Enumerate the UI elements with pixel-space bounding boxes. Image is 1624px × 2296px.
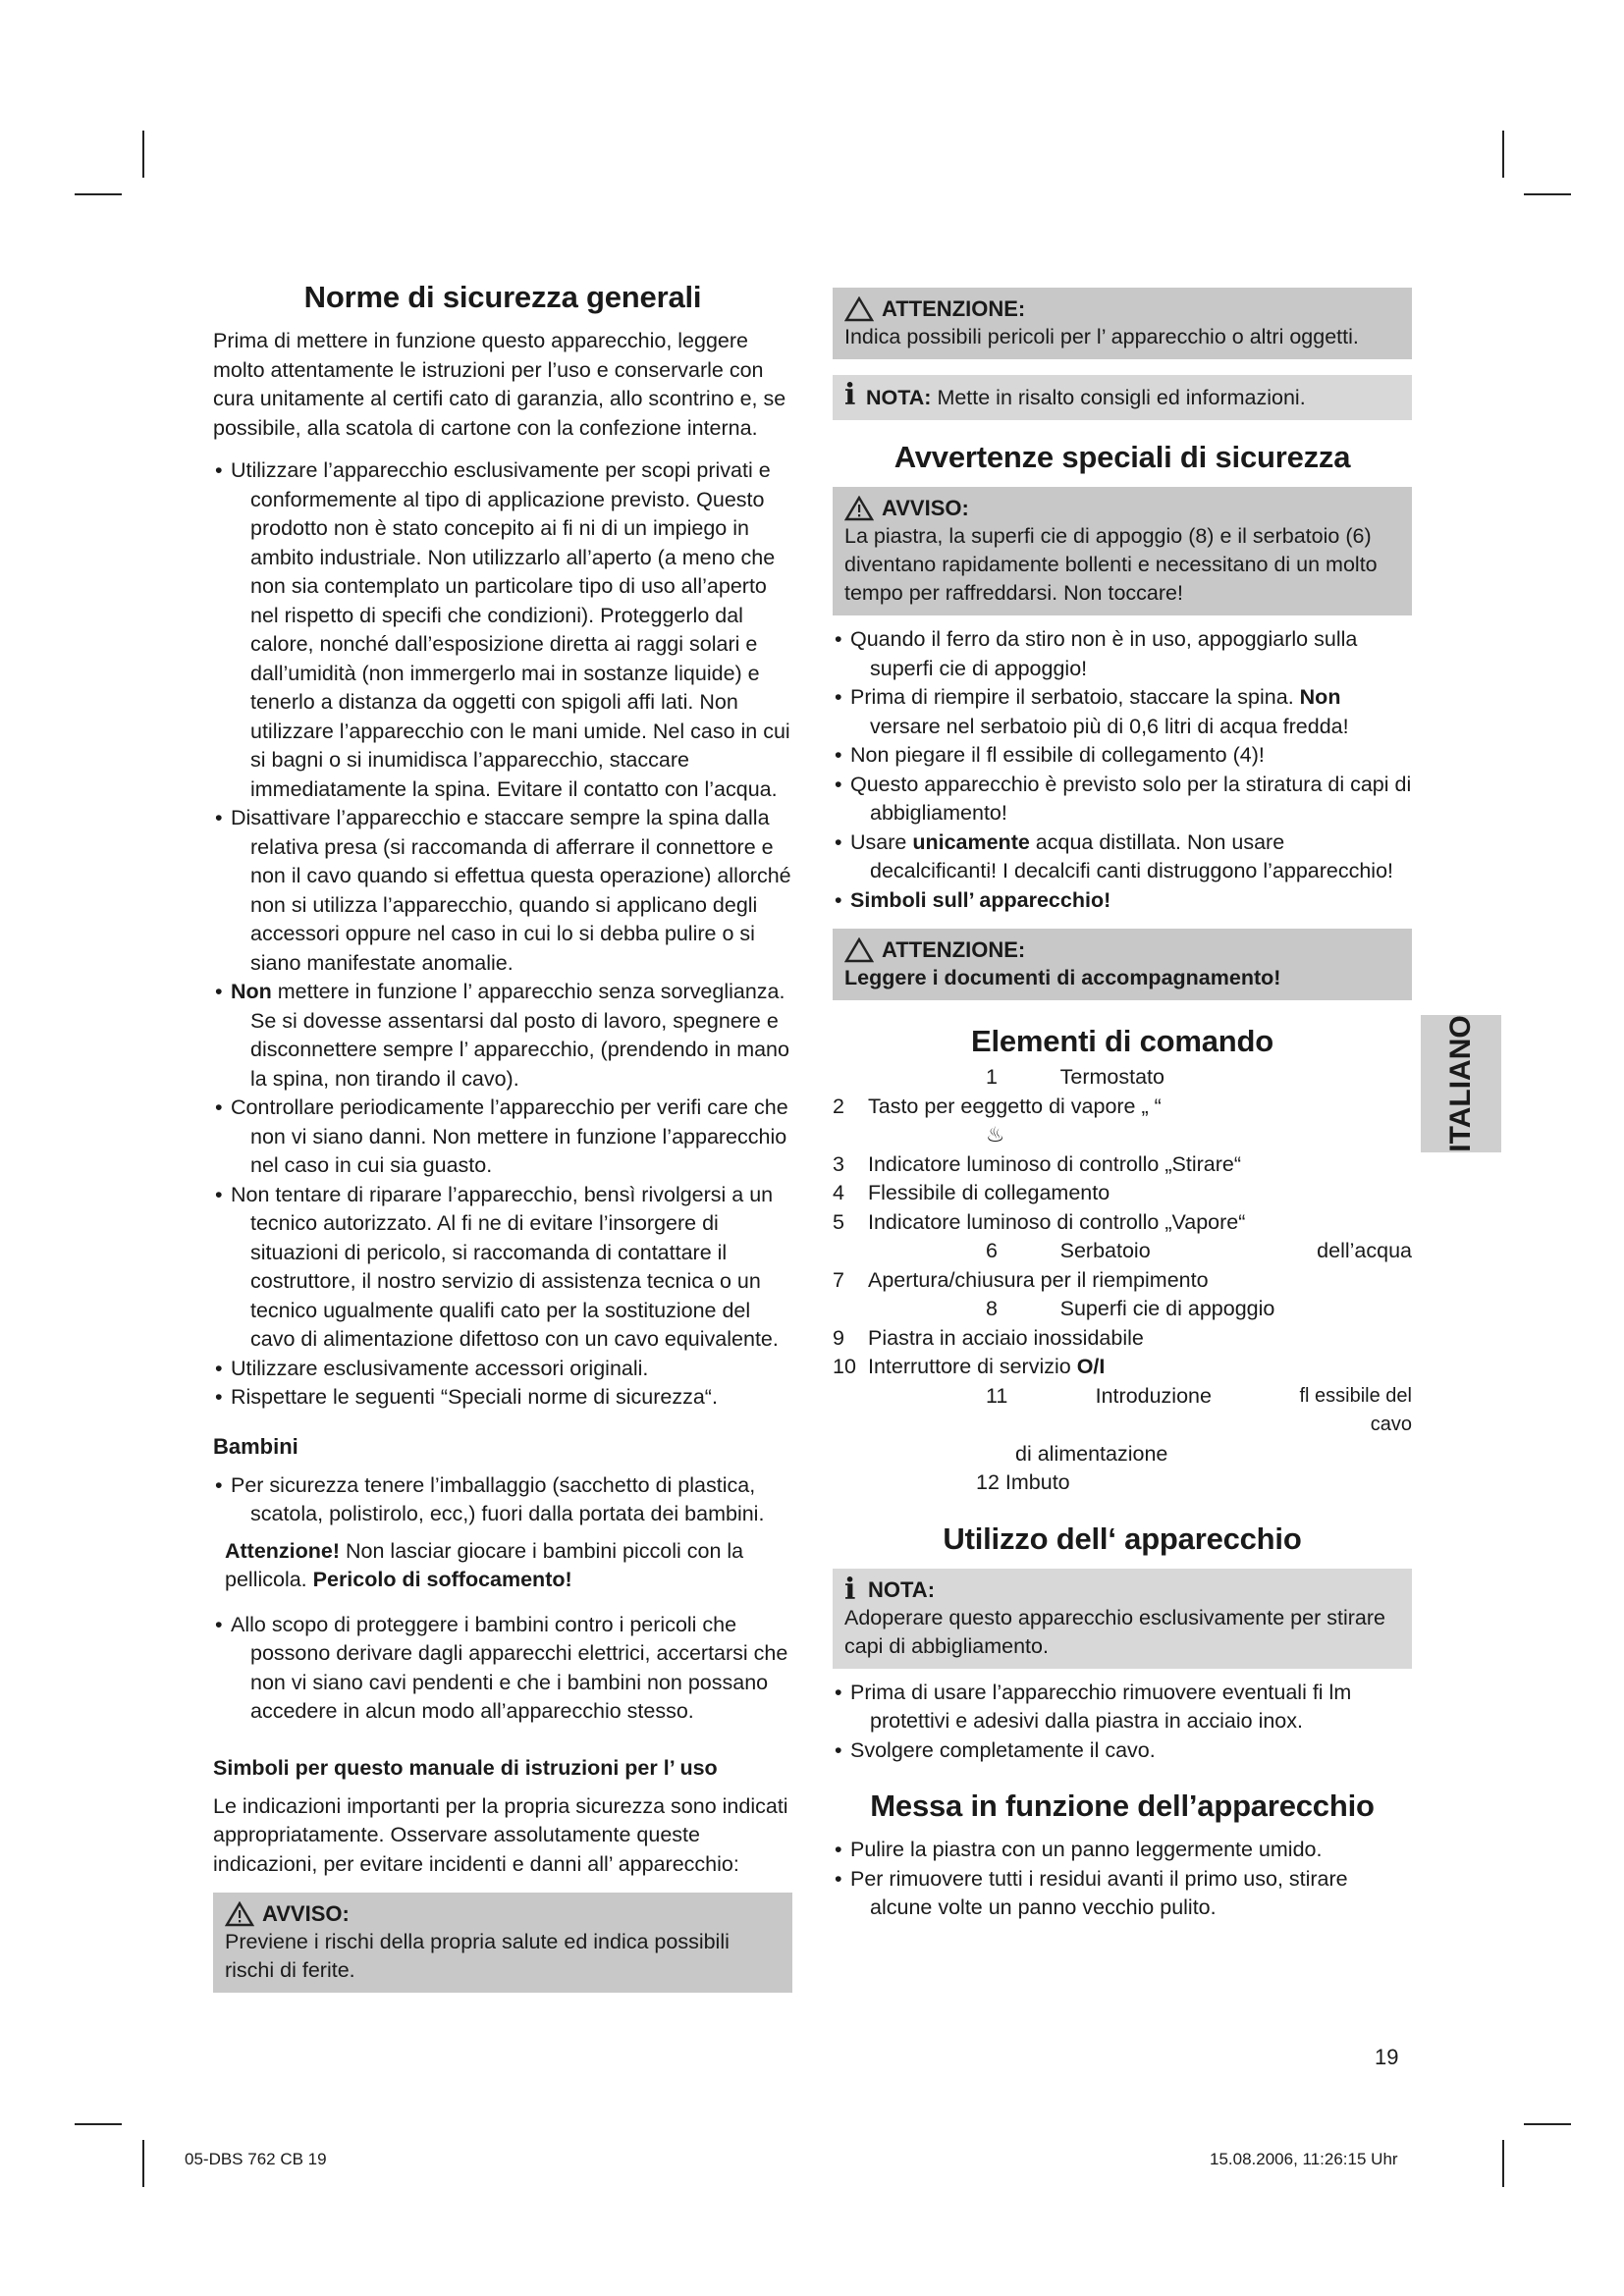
table-row: 4 Flessibile di collegamento [833,1181,1110,1204]
crop-mark [1524,2123,1571,2125]
list-item: • Simboli sull’ apparecchio! [833,886,1412,916]
avviso-box-2 [833,487,1412,615]
language-tab: ITALIANO [1421,1015,1501,1152]
footer-right: 15.08.2006, 11:26:15 Uhr [1210,2150,1398,2168]
list-item: • Svolgere completamente il cavo. [833,1736,1412,1766]
list-item [213,978,792,1094]
section-title-avvertenze: Avvertenze speciali di sicurezza [893,440,1351,474]
table-row: 2 Tasto per eeggetto di vapore „ “ ♨ [833,1094,1162,1147]
nota-box [833,375,1412,420]
list-item: • Per rimuovere tutti i residui avanti il primo uso, stirare alcune volte un panno vecchio pulito. [833,1865,1412,1923]
info-icon: i [844,378,856,412]
safety-list [213,456,792,1413]
page-number: 19 [1375,2045,1399,2069]
steam-icon: ♨ [986,1123,1005,1147]
table-row: 6 Serbatoio dell’acqua [986,1239,1412,1262]
list-item: • Disattivare l’apparecchio e staccare sempre la spina dalla relativa presa (si raccomanda di afferrare il connettore e non il cavo quando si effettua questa operazione) allorché non si utilizza l’apparecchio, quando si applicano degli accessori oppure nel caso in cui lo si debba pulire o si siano manifestate anomalie. [213,804,792,978]
pericolo-label: Pericolo di soffocamento! [312,1568,572,1591]
crop-mark [1502,2140,1504,2187]
attenzione-text: Leggere i documenti di accompagnamento! [844,966,1281,989]
avviso-title: AVVISO: [262,1901,350,1926]
list-item: • Utilizzare l’apparecchio esclusivamente per scopi privati e conformemente al tipo di applicazione previsto. Questo prodotto non è stato concepito ai fi ni di un impiego in ambito industriale. Non utilizzarlo all’aperto (a meno che non sia contemplato un particolare tipo di uso all’aperto nel rispetto di specifi che condizioni). Proteggerlo dal calore, nonché dall’esposizione diretta ai raggi solari e dall’umidità (non immergerlo mai in sostanze liquide) e tenerlo a distanza da oggetti con spigoli affi lati. Non utilizzare l’apparecchio con le mani umide. Nel caso in cui si bagni o si inumidisca l’apparecchio, staccare immediatamente la spina. Evitare il contatto con l’acqua. [213,456,792,804]
crop-mark [75,193,122,195]
nota-text: Mette in risalto consigli ed informazioni. [931,386,1306,409]
list-item: • Controllare periodicamente l’apparecchio per verifi care che non vi siano danni. Non mettere in funzione l’apparecchio nel caso in cui sia guasto. [213,1094,792,1181]
section-title-utilizzo: Utilizzo dell‘ apparecchio [943,1521,1302,1556]
info-icon: i [844,1572,856,1607]
list-item: • Per sicurezza tenere l’imballaggio (sacchetto di plastica, scatola, polistirolo, ecc,) fuori dalla portata dei bambini. [213,1471,792,1529]
attenzione-label: Attenzione! [225,1538,341,1563]
list-item: • Utilizzare esclusivamente accessori originali. [213,1355,792,1384]
warning-icon [225,1901,254,1927]
crop-mark [75,2123,122,2125]
crop-mark [142,2140,144,2187]
section-title-norme: Norme di sicurezza generali [303,280,702,314]
attenzione-title: ATTENZIONE: [882,937,1026,962]
attenzione-title: ATTENZIONE: [882,296,1026,321]
attenzione-box-2 [833,929,1412,1000]
list-item: • Quando il ferro da stiro non è in uso, appoggiarlo sulla superfi cie di appoggio! [833,625,1412,683]
table-row: di alimentazione [1015,1441,1168,1466]
nota-text: Adoperare questo apparecchio esclusivamente per stirare capi di abbigliamento. [844,1605,1385,1658]
list-item: • Prima di usare l’apparecchio rimuovere eventuali fi lm protettivi e adesivi dalla piastra in acciaio inox. [833,1679,1412,1736]
avviso-box [213,1893,792,1993]
warning-icon [844,937,874,963]
left-column [213,280,792,2008]
table-row: 9 Piastra in acciaio inossidabile [833,1325,1144,1350]
simboli-paragraph: Le indicazioni importanti per la propria sicurezza sono indicati appropriatamente. Osservare assolutamente queste indicazioni, per evitare incidenti e danni all’ apparecchio: [213,1793,788,1876]
bambini-list-2 [213,1611,792,1727]
section-title-elementi: Elementi di comando [971,1024,1273,1058]
nota-box-2 [833,1569,1412,1669]
special-safety-list [833,625,1412,915]
avviso-text: La piastra, la superfi cie di appoggio (8) e il serbatoio (6) diventano rapidamente bollenti e necessitano di un molto tempo per raffreddarsi. Non toccare! [844,524,1378,605]
list-item: • Allo scopo di proteggere i bambini contro i pericoli che possono derivare dagli apparecchi elettrici, accertarsi che non vi siano cavi pendenti e che i bambini non possano accedere in alcun modo all’apparecchio stesso. [213,1611,792,1727]
avviso-title: AVVISO: [882,496,969,520]
attenzione-note: Attenzione! Non lasciar giocare i bambini piccoli con la pellicola. Pericolo di soffocamento! [225,1538,744,1591]
list-item: • Non piegare il fl essibile di collegamento (4)! [833,741,1412,771]
table-row: 12 Imbuto [976,1470,1070,1494]
list-item: • Non tentare di riparare l’apparecchio, bensì rivolgersi a un tecnico autorizzato. Al fi ne di evitare l’insorgere di situazioni di pericolo, si raccomanda di contattare il costruttore, il nostro servizio di assistenza tecnica o un tecnico ugualmente qualifi cato per la sostituzione del cavo di alimentazione difettoso con un cavo equivalente. [213,1181,792,1355]
list-item: • Rispettare le seguenti “Speciali norme di sicurezza“. [213,1383,792,1413]
simboli-heading: Simboli per questo manuale di istruzioni per l’ uso [213,1755,718,1780]
table-row: 10 Interruttore di servizio O/I [833,1355,1106,1378]
intro-paragraph: Prima di mettere in funzione questo apparecchio, leggere molto attentamente le istruzioni per l’uso e conservarle con cura unitamente al certifi cato di garanzia, allo scontrino e, se possibile, alla scatola di cartone con la confezione interna. [213,329,786,440]
table-row: 5 Indicatore luminoso di controllo „Vapore“ [833,1209,1246,1234]
table-row: 8 Superfi cie di appoggio [986,1297,1275,1320]
messa-list [833,1836,1412,1923]
bambini-heading: Bambini [213,1433,298,1459]
list-item: • Usare unicamente acqua distillata. Non usare decalcificanti! I decalcifi canti distruggono l’apparecchio! [833,828,1412,886]
list-item: • Pulire la piastra con un panno leggermente umido. [833,1836,1412,1865]
list-item-text: mettere in funzione l’ apparecchio senza sorveglianza. Se si dovesse assentarsi dal posto di lavoro, spegnere e disconnettere sempre l’ apparecchio, (prendendo in mano la spina, non tirando il cavo). [250,980,789,1091]
footer-left: 05-DBS 762 CB 19 [185,2150,327,2168]
bambini-list [213,1471,792,1529]
warning-icon [844,496,874,521]
controls-table [833,1063,1412,1498]
list-item: • Questo apparecchio è previsto solo per la stiratura di capi di abbigliamento! [833,771,1412,828]
table-row: 3 Indicatore luminoso di controllo „Stirare“ [833,1151,1241,1176]
crop-mark [142,131,144,178]
section-title-messa: Messa in funzione dell’apparecchio [870,1789,1375,1823]
table-row: 7 Apertura/chiusura per il riempimento [833,1267,1209,1292]
nota-title: NOTA: [868,1576,936,1602]
crop-mark [1524,193,1571,195]
warning-icon [844,296,874,322]
nota-title: NOTA: [865,386,932,409]
right-column [833,288,1412,1931]
avviso-text: Previene i rischi della propria salute ed indica possibili rischi di ferite. [225,1930,730,1982]
list-item: • Prima di riempire il serbatoio, staccare la spina. Non versare nel serbatoio più di 0,6 litri di acqua fredda! [833,683,1412,741]
attenzione-text: Indica possibili pericoli per l’ apparecchio o altri oggetti. [844,325,1359,348]
table-row: 11 Introduzione fl essibile del cavo [986,1383,1412,1435]
attenzione-box [833,288,1412,359]
crop-mark [1502,131,1504,178]
table-row: 1 Termostato [986,1065,1164,1089]
bold-non: Non [231,980,272,1003]
utilizzo-list [833,1679,1412,1766]
